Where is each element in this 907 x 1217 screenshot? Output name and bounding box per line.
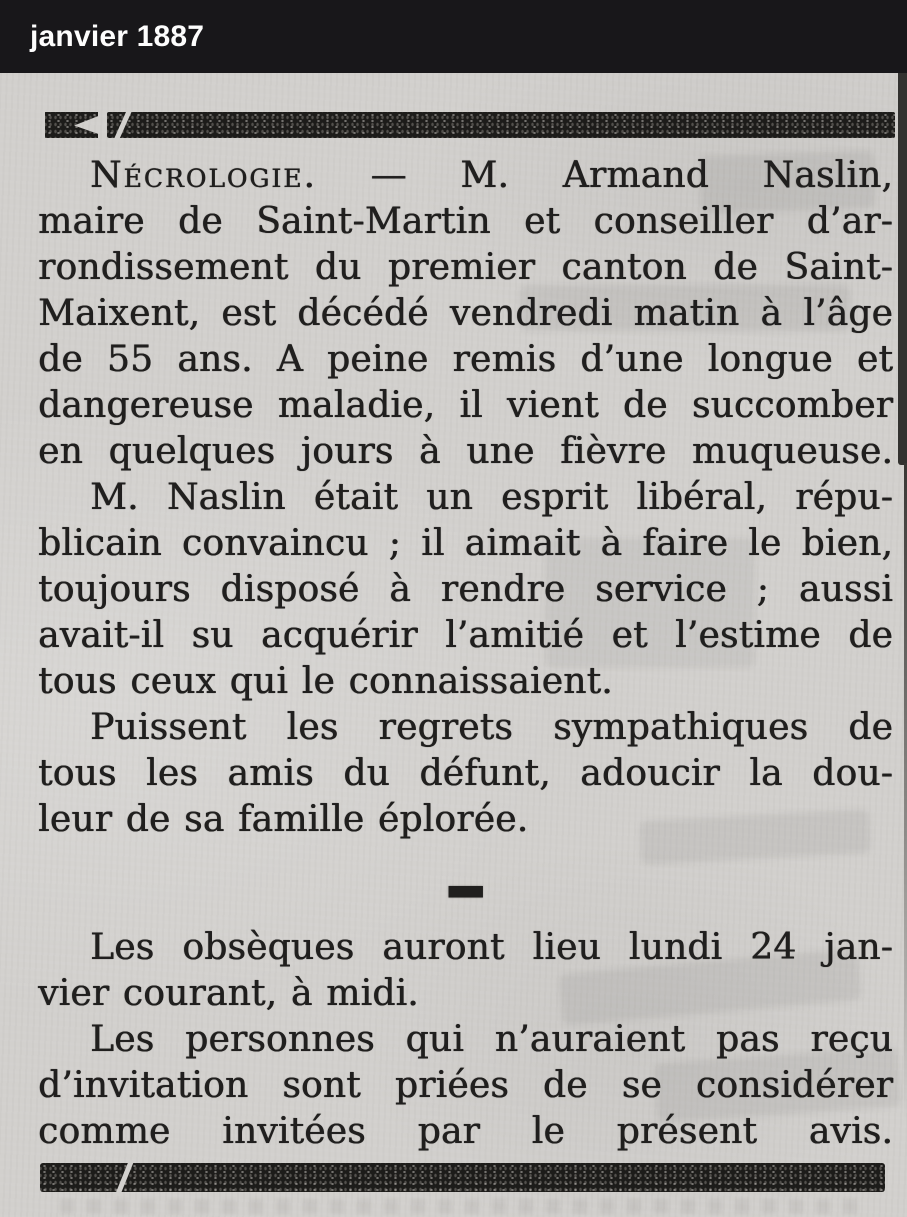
article-headword: Nécrologie.: [90, 155, 317, 196]
article-line: Puissent les regrets sympathiques de: [90, 707, 893, 748]
article-line: avait-il su acquérir l’amitié et l’estime de: [38, 615, 893, 656]
article-line: Les obsèques auront lieu lundi 24 jan-: [90, 927, 893, 968]
article-line: M. Naslin était un esprit libéral, répu-: [90, 477, 893, 518]
article-line: dangereuse maladie, il vient de succomber: [38, 385, 893, 426]
article-line: de 55 ans. A peine remis d’une longue et: [38, 339, 893, 380]
article-line: leur de sa famille éplorée.: [38, 799, 529, 840]
article-line: tous les amis du défunt, adoucir la dou-: [38, 753, 893, 794]
article-line-text: — M. Armand Naslin,: [316, 155, 893, 196]
article-line: maire de Saint-Martin et conseiller d’ar-: [38, 201, 893, 242]
article-line: blicain convaincu ; il aimait à faire le bien,: [38, 523, 893, 564]
bottom-rule: [40, 1163, 885, 1192]
month-label: janvier 1887: [30, 19, 205, 53]
masthead-rule: [107, 112, 895, 138]
section-separator: [38, 824, 893, 942]
scan-edge-dark: [898, 73, 907, 465]
separator-dash: —: [446, 824, 485, 942]
header-bar: [0, 0, 907, 73]
newspaper-scan: [0, 73, 907, 1217]
article-line: en quelques jours à une fièvre muqueuse.: [38, 431, 893, 472]
article-line: rondissement du premier canton de Saint-: [38, 247, 893, 288]
masthead-rule-left: [45, 112, 98, 138]
article-line: vier courant, à midi.: [38, 973, 419, 1014]
article-line: toujours disposé à rendre service ; aussi: [38, 569, 893, 610]
article-line: [38, 153, 893, 199]
article-line: comme invitées par le présent avis.: [38, 1111, 893, 1152]
article-line: tous ceux qui le connaissaient.: [38, 661, 613, 702]
ghost-smudge: [60, 1199, 860, 1214]
article-body: [38, 153, 893, 1155]
article-line: Maixent, est décédé vendredi matin à l’âge: [38, 293, 893, 334]
article-line: Les personnes qui n’auraient pas reçu: [90, 1019, 893, 1060]
article-line: d’invitation sont priées de se considérer: [38, 1065, 893, 1106]
